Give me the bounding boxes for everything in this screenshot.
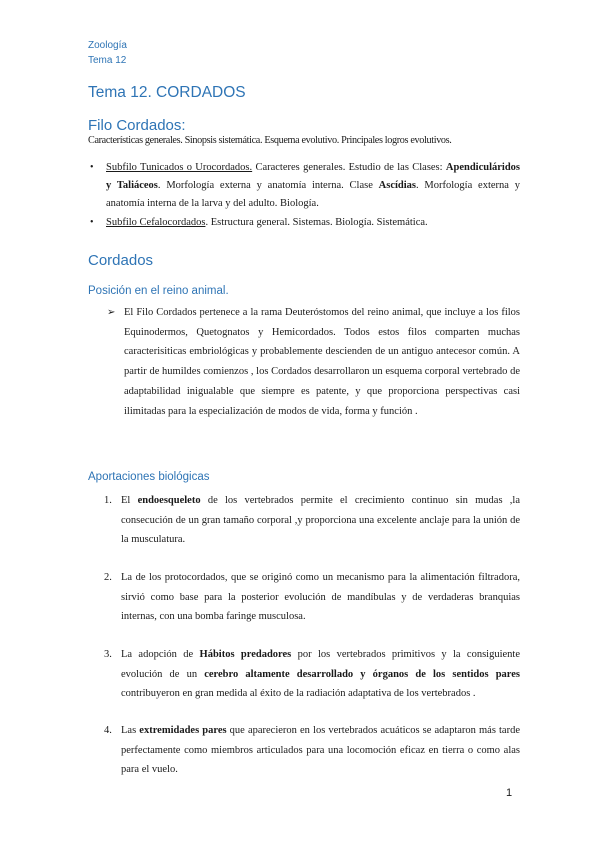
list-text: . Estructura general. Sistemas. Biología. Sistemática. — [205, 217, 428, 228]
subfilo-title: Subfilo Cefalocordados — [106, 217, 206, 228]
item-bold-text: cerebro altamente desarrollado y órganos de los sentidos pares — [204, 668, 520, 680]
posicion-paragraph — [107, 303, 520, 421]
subheading-aportaciones: Aportaciones biológicas — [88, 471, 210, 483]
list-item — [88, 214, 520, 232]
document-title: Tema 12. CORDADOS — [88, 84, 246, 101]
item-bold-text: Hábitos predadores — [199, 649, 292, 660]
section-heading-filo: Filo Cordados: — [88, 117, 186, 134]
item-text: El — [121, 495, 138, 506]
item-text: que aparecieron en los vertebrados acuáticos se adaptaron más tarde perfectamente como miembros articulados para una locomoción eficaz en tierra o como alas para el vuelo. — [121, 725, 520, 775]
paragraph-text: El Filo Cordados pertenece a la rama Deuteróstomos del reino animal, que incluye a los filos Equinodermos, Quetognatos y Hemicordados. Todos estos filos comparten muchas caracterisiticas embriológicas y probablemente descienden de un antiguo antecesor común. A partir de humildes comienzos , los Cordados desarrollaron un esquema corporal vertebrado de adaptabilidad inigualable que siempre es patente, y que proporciona perspectivas casi ilimitadas para la especialización de modos de vida, forma y función . — [124, 307, 520, 417]
bullet-marker: • — [90, 217, 94, 228]
list-item — [104, 491, 520, 550]
subfilo-list — [88, 159, 520, 233]
subheading-posicion: Posición en el reino animal. — [88, 285, 229, 297]
list-bold-text: Apendiculáridos y Taliáceos — [106, 162, 520, 191]
list-item — [104, 568, 520, 627]
section-summary: Características generales. Sinopsis sistemática. Esquema evolutivo. Principales logros evolutivos. — [88, 135, 452, 146]
item-text: Las — [121, 725, 140, 736]
item-number: 3. — [104, 649, 112, 660]
list-text: . Morfología externa y anatomía interna. Clase — [157, 180, 379, 191]
subfilo-title: Subfilo Tunicados o Urocordados. — [106, 162, 253, 173]
list-item — [88, 159, 520, 213]
item-bold-text: endoesqueleto — [137, 495, 201, 506]
item-text: contribuyeron en gran medida al éxito de la radiación adaptativa de los vertebrados . — [121, 688, 476, 699]
page-number: 1 — [506, 787, 513, 799]
list-item — [104, 721, 520, 780]
list-bold-text: Ascídias — [378, 180, 416, 191]
arrow-bullet-icon: ➢ — [107, 307, 116, 318]
item-number: 2. — [104, 572, 112, 583]
bullet-marker: • — [90, 162, 94, 173]
header-topic: Tema 12 — [88, 55, 127, 66]
item-number: 1. — [104, 495, 112, 506]
item-number: 4. — [104, 725, 112, 736]
list-text: . Morfología externa y anatomía interna de la larva y del adulto. Biología. — [106, 180, 520, 209]
item-text: de los vertebrados permite el crecimiento continuo sin mudas ,la consecución de un gran tamaño corporal ,y proporciona una excelente anclaje para la unión de la musculatura. — [121, 495, 520, 545]
item-text: La adopción de — [121, 649, 200, 660]
header-subject: Zoología — [88, 40, 127, 51]
section-heading-cordados: Cordados — [88, 252, 154, 269]
page-header — [88, 38, 127, 68]
item-text: por los vertebrados primitivos y la consiguiente evolución de un — [121, 649, 521, 680]
item-text: La de los protocordados, que se originó como un mecanismo para la alimentación filtradora, sirvió como base para la posterior evolución de mandíbulas y de verdaderas branquias internas, con una bomba faringe musculosa. — [121, 572, 520, 622]
list-item — [104, 645, 520, 704]
item-bold-text: extremidades pares — [139, 725, 227, 736]
list-text: Caracteres generales. Estudio de las Clases: — [252, 162, 446, 173]
